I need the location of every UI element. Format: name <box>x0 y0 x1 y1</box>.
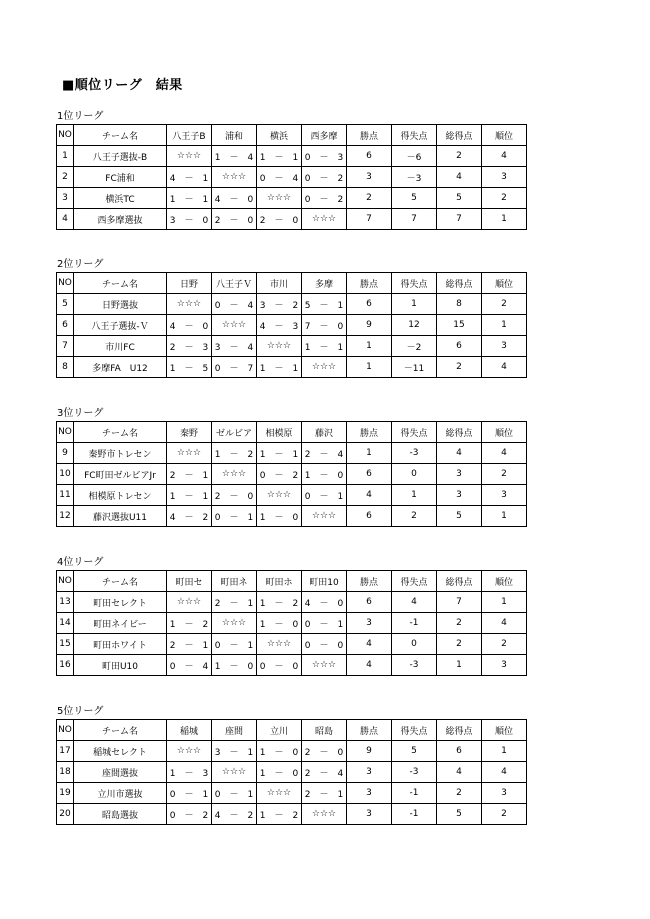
table-cell: 0 － 2 <box>257 464 302 485</box>
header-cell: 藤沢 <box>302 422 347 443</box>
table-cell: 0 <box>392 464 437 485</box>
table-row <box>57 336 527 357</box>
table-cell: 1 － 1 <box>257 146 302 167</box>
table-cell: 3 <box>57 188 74 209</box>
table-cell: 市川FC <box>74 336 167 357</box>
header-cell: チーム名 <box>74 720 167 741</box>
table-row <box>57 357 527 378</box>
table-cell: 14 <box>57 613 74 634</box>
table-cell: 5 <box>392 188 437 209</box>
table-cell: 町田U10 <box>74 655 167 676</box>
header-cell: NO <box>57 422 74 443</box>
table-row <box>57 655 527 676</box>
table-cell: 1 － 1 <box>167 485 212 506</box>
table-cell: 2 － 0 <box>257 209 302 230</box>
table-cell: 1 <box>482 315 527 336</box>
table-cell: ☆☆☆ <box>302 506 347 527</box>
table-cell: 7 <box>57 336 74 357</box>
table-cell: 2 <box>482 634 527 655</box>
league-label: 3位リーグ <box>57 408 104 419</box>
table-cell: 2 － 0 <box>212 209 257 230</box>
table-cell: 1 <box>392 485 437 506</box>
table-cell: 1 － 1 <box>257 443 302 464</box>
league-label: 1位リーグ <box>57 111 104 122</box>
table-cell: 2 <box>57 167 74 188</box>
header-cell: 順位 <box>482 422 527 443</box>
table-cell: 3 <box>437 464 482 485</box>
header-cell: 順位 <box>482 720 527 741</box>
table-cell: 藤沢選抜U11 <box>74 506 167 527</box>
table-header-row <box>57 125 527 146</box>
table-cell: 1 － 0 <box>257 506 302 527</box>
table-cell: 0 － 4 <box>212 294 257 315</box>
header-cell: 町田ネ <box>212 571 257 592</box>
table-cell: ☆☆☆ <box>167 741 212 762</box>
header-cell: 浦和 <box>212 125 257 146</box>
table-cell: -3 <box>392 762 437 783</box>
table-cell: 9 <box>347 315 392 336</box>
table-cell: 1 － 2 <box>257 592 302 613</box>
table-cell: 立川市選抜 <box>74 783 167 804</box>
header-cell: 得失点 <box>392 125 437 146</box>
header-cell: 得失点 <box>392 571 437 592</box>
table-cell: 4 － 3 <box>257 315 302 336</box>
league-label: 5位リーグ <box>57 706 104 717</box>
table-cell: 2 <box>482 188 527 209</box>
table-row <box>57 613 527 634</box>
table-cell: 3 － 0 <box>167 209 212 230</box>
table-cell: 3 － 2 <box>257 294 302 315</box>
table-cell: 18 <box>57 762 74 783</box>
table-cell: 0 － 1 <box>302 613 347 634</box>
table-cell: 1 － 0 <box>257 762 302 783</box>
table-cell: ☆☆☆ <box>257 783 302 804</box>
table-cell: 1 <box>347 357 392 378</box>
table-row <box>57 464 527 485</box>
table-cell: 3 <box>482 167 527 188</box>
table-row <box>57 506 527 527</box>
table-header-row <box>57 571 527 592</box>
table-cell: FC浦和 <box>74 167 167 188</box>
header-cell: 町田セ <box>167 571 212 592</box>
table-cell: 1 <box>347 336 392 357</box>
table-cell: 1 － 2 <box>212 443 257 464</box>
table-cell: 1 － 1 <box>257 357 302 378</box>
header-cell: 順位 <box>482 125 527 146</box>
table-row <box>57 783 527 804</box>
table-cell: 7 <box>347 209 392 230</box>
table-cell: 4 － 2 <box>212 804 257 825</box>
table-cell: 7 <box>392 209 437 230</box>
league-table <box>56 570 527 676</box>
table-cell: 0 － 1 <box>212 506 257 527</box>
table-cell: 相模原トレセン <box>74 485 167 506</box>
table-cell: 5 <box>437 188 482 209</box>
header-cell: 得失点 <box>392 422 437 443</box>
header-cell: 横浜 <box>257 125 302 146</box>
table-cell: 13 <box>57 592 74 613</box>
header-cell: 西多摩 <box>302 125 347 146</box>
table-cell: 5 － 1 <box>302 294 347 315</box>
header-cell: 得失点 <box>392 720 437 741</box>
table-cell: -1 <box>392 804 437 825</box>
table-row <box>57 804 527 825</box>
table-cell: 4 <box>437 762 482 783</box>
table-header-row <box>57 720 527 741</box>
header-cell: チーム名 <box>74 422 167 443</box>
table-cell: 6 <box>437 741 482 762</box>
table-cell: 2 <box>437 146 482 167</box>
table-cell: 12 <box>57 506 74 527</box>
table-cell: 八王子選抜-Ｖ <box>74 315 167 336</box>
header-cell: NO <box>57 125 74 146</box>
table-cell: 4 <box>347 485 392 506</box>
table-cell: 0 － 4 <box>167 655 212 676</box>
header-cell: 総得点 <box>437 571 482 592</box>
header-cell: 勝点 <box>347 720 392 741</box>
table-row <box>57 188 527 209</box>
header-cell: 相模原 <box>257 422 302 443</box>
header-cell: 総得点 <box>437 422 482 443</box>
table-cell: 2 <box>482 294 527 315</box>
table-cell: 1 <box>482 592 527 613</box>
table-row <box>57 167 527 188</box>
table-cell: 1 － 5 <box>167 357 212 378</box>
table-cell: 4 <box>347 634 392 655</box>
header-cell: 勝点 <box>347 125 392 146</box>
header-cell: 勝点 <box>347 273 392 294</box>
table-cell: ☆☆☆ <box>212 315 257 336</box>
table-cell: ☆☆☆ <box>257 485 302 506</box>
header-cell: NO <box>57 720 74 741</box>
table-row <box>57 762 527 783</box>
header-cell: チーム名 <box>74 571 167 592</box>
table-cell: 0 <box>392 634 437 655</box>
table-cell: －3 <box>392 167 437 188</box>
header-cell: 勝点 <box>347 422 392 443</box>
table-cell: 4 <box>437 443 482 464</box>
table-cell: ☆☆☆ <box>167 146 212 167</box>
header-cell: 稲城 <box>167 720 212 741</box>
header-cell: 市川 <box>257 273 302 294</box>
table-cell: 西多摩選抜 <box>74 209 167 230</box>
table-cell: ☆☆☆ <box>212 464 257 485</box>
table-cell: 3 <box>347 167 392 188</box>
table-cell: 7 <box>437 209 482 230</box>
table-cell: ☆☆☆ <box>257 188 302 209</box>
table-cell: ☆☆☆ <box>302 655 347 676</box>
table-cell: 八王子選抜-B <box>74 146 167 167</box>
table-cell: 1 － 2 <box>257 804 302 825</box>
table-cell: 2 <box>437 357 482 378</box>
league-label: 4位リーグ <box>57 557 104 568</box>
table-cell: 町田ホワイト <box>74 634 167 655</box>
table-cell: ☆☆☆ <box>167 443 212 464</box>
table-cell: 3 － 1 <box>212 741 257 762</box>
table-cell: 2 <box>482 804 527 825</box>
header-cell: 総得点 <box>437 720 482 741</box>
table-cell: 1 － 1 <box>167 188 212 209</box>
header-cell: 順位 <box>482 571 527 592</box>
table-cell: 0 － 2 <box>302 188 347 209</box>
table-cell: 1 <box>347 443 392 464</box>
table-cell: 2 <box>347 188 392 209</box>
table-cell: 2 － 0 <box>302 741 347 762</box>
table-cell: 3 <box>482 655 527 676</box>
table-cell: 9 <box>57 443 74 464</box>
table-cell: 1 － 2 <box>167 613 212 634</box>
table-cell: 9 <box>347 741 392 762</box>
table-cell: 1 <box>482 741 527 762</box>
league-table <box>56 124 527 230</box>
table-cell: 2 <box>392 506 437 527</box>
table-cell: 6 <box>347 592 392 613</box>
header-cell: 日野 <box>167 273 212 294</box>
table-cell: 2 <box>437 613 482 634</box>
page-title: ■順位リーグ 結果 <box>62 78 183 93</box>
table-cell: 3 <box>347 762 392 783</box>
table-cell: 1 － 0 <box>257 613 302 634</box>
table-cell: 昭島選抜 <box>74 804 167 825</box>
table-cell: 多摩FA U12 <box>74 357 167 378</box>
table-cell: 3 <box>347 783 392 804</box>
table-cell: 4 <box>482 443 527 464</box>
table-cell: 4 － 0 <box>212 188 257 209</box>
table-cell: 0 － 3 <box>302 146 347 167</box>
header-cell: チーム名 <box>74 273 167 294</box>
table-cell: 0 － 2 <box>167 804 212 825</box>
table-cell: 15 <box>57 634 74 655</box>
table-cell: 1 － 1 <box>302 336 347 357</box>
table-cell: 1 <box>57 146 74 167</box>
table-cell: 町田ネイビー <box>74 613 167 634</box>
table-cell: 日野選抜 <box>74 294 167 315</box>
table-cell: 1 <box>482 506 527 527</box>
header-cell: 昭島 <box>302 720 347 741</box>
table-cell: 4 <box>347 655 392 676</box>
table-cell: 座間選抜 <box>74 762 167 783</box>
table-cell: 15 <box>437 315 482 336</box>
table-cell: 0 － 4 <box>257 167 302 188</box>
league-table <box>56 272 527 378</box>
table-cell: 4 <box>482 146 527 167</box>
table-cell: 0 － 1 <box>302 485 347 506</box>
table-cell: 1 <box>437 655 482 676</box>
table-cell: 4 <box>482 762 527 783</box>
table-cell: ☆☆☆ <box>257 336 302 357</box>
header-cell: 順位 <box>482 273 527 294</box>
table-cell: 0 － 0 <box>257 655 302 676</box>
table-header-row <box>57 422 527 443</box>
table-cell: ☆☆☆ <box>167 592 212 613</box>
table-cell: FC町田ゼルビアJr <box>74 464 167 485</box>
header-cell: 町田10 <box>302 571 347 592</box>
table-cell: 1 <box>392 294 437 315</box>
table-cell: 2 － 1 <box>302 783 347 804</box>
table-cell: 0 － 2 <box>302 167 347 188</box>
table-cell: 3 <box>347 804 392 825</box>
table-cell: 17 <box>57 741 74 762</box>
table-cell: 0 － 0 <box>302 634 347 655</box>
table-row <box>57 485 527 506</box>
table-cell: 2 － 4 <box>302 762 347 783</box>
table-cell: 11 <box>57 485 74 506</box>
table-cell: 町田セレクト <box>74 592 167 613</box>
table-cell: 5 <box>392 741 437 762</box>
header-cell: 八王子B <box>167 125 212 146</box>
table-cell: 2 <box>437 634 482 655</box>
table-row <box>57 294 527 315</box>
table-row <box>57 209 527 230</box>
table-cell: 4 <box>392 592 437 613</box>
table-cell: －2 <box>392 336 437 357</box>
league-label: 2位リーグ <box>57 259 104 270</box>
table-cell: 秦野市トレセン <box>74 443 167 464</box>
table-cell: 1 － 0 <box>257 741 302 762</box>
table-cell: 4 <box>482 357 527 378</box>
header-cell: 得失点 <box>392 273 437 294</box>
table-cell: 4 － 1 <box>167 167 212 188</box>
table-cell: 稲城セレクト <box>74 741 167 762</box>
table-row <box>57 592 527 613</box>
table-cell: ☆☆☆ <box>167 294 212 315</box>
table-cell: 3 <box>482 336 527 357</box>
table-cell: 20 <box>57 804 74 825</box>
table-cell: 2 － 1 <box>167 634 212 655</box>
table-cell: 3 － 4 <box>212 336 257 357</box>
header-cell: 勝点 <box>347 571 392 592</box>
league-table <box>56 719 527 825</box>
table-cell: 6 <box>347 294 392 315</box>
table-cell: -1 <box>392 783 437 804</box>
table-cell: -3 <box>392 443 437 464</box>
table-cell: ☆☆☆ <box>212 613 257 634</box>
table-cell: 2 － 3 <box>167 336 212 357</box>
table-cell: 2 <box>482 464 527 485</box>
league-table <box>56 421 527 527</box>
table-cell: －6 <box>392 146 437 167</box>
header-cell: 総得点 <box>437 273 482 294</box>
table-cell: 4 <box>482 613 527 634</box>
table-cell: 4 － 0 <box>167 315 212 336</box>
header-cell: 総得点 <box>437 125 482 146</box>
table-cell: 3 <box>482 783 527 804</box>
table-cell: 4 － 2 <box>167 506 212 527</box>
header-cell: 町田ホ <box>257 571 302 592</box>
table-cell: 6 <box>437 336 482 357</box>
header-cell: チーム名 <box>74 125 167 146</box>
table-cell: ☆☆☆ <box>302 804 347 825</box>
table-cell: 3 <box>437 485 482 506</box>
header-cell: 立川 <box>257 720 302 741</box>
table-cell: 19 <box>57 783 74 804</box>
table-cell: 16 <box>57 655 74 676</box>
table-cell: 2 － 0 <box>212 485 257 506</box>
table-cell: 8 <box>57 357 74 378</box>
table-cell: 1 － 0 <box>302 464 347 485</box>
table-row <box>57 443 527 464</box>
table-cell: 12 <box>392 315 437 336</box>
header-cell: ゼルビア <box>212 422 257 443</box>
table-cell: 4 <box>57 209 74 230</box>
table-cell: -3 <box>392 655 437 676</box>
table-cell: ☆☆☆ <box>212 167 257 188</box>
table-cell: -1 <box>392 613 437 634</box>
table-cell: 3 <box>347 613 392 634</box>
table-cell: 3 <box>482 485 527 506</box>
table-cell: 0 － 1 <box>212 783 257 804</box>
table-row <box>57 634 527 655</box>
table-cell: 1 － 0 <box>212 655 257 676</box>
table-cell: 0 － 1 <box>212 634 257 655</box>
table-cell: 6 <box>57 315 74 336</box>
header-cell: NO <box>57 273 74 294</box>
table-cell: 4 <box>437 167 482 188</box>
table-cell: 1 － 4 <box>212 146 257 167</box>
table-cell: 7 <box>437 592 482 613</box>
table-cell: 2 <box>437 783 482 804</box>
table-cell: 5 <box>57 294 74 315</box>
table-cell: 横浜TC <box>74 188 167 209</box>
header-cell: NO <box>57 571 74 592</box>
table-cell: 1 <box>482 209 527 230</box>
table-cell: 10 <box>57 464 74 485</box>
table-cell: 5 <box>437 506 482 527</box>
table-cell: 2 － 4 <box>302 443 347 464</box>
table-cell: 5 <box>437 804 482 825</box>
table-cell: 2 － 1 <box>212 592 257 613</box>
table-cell: 0 － 1 <box>167 783 212 804</box>
table-cell: 7 － 0 <box>302 315 347 336</box>
header-cell: 座間 <box>212 720 257 741</box>
table-cell: 6 <box>347 464 392 485</box>
table-row <box>57 741 527 762</box>
table-row <box>57 146 527 167</box>
table-cell: 1 － 3 <box>167 762 212 783</box>
table-cell: －11 <box>392 357 437 378</box>
table-cell: 6 <box>347 146 392 167</box>
header-cell: 秦野 <box>167 422 212 443</box>
table-cell: ☆☆☆ <box>302 357 347 378</box>
table-cell: 4 － 0 <box>302 592 347 613</box>
table-cell: 2 － 1 <box>167 464 212 485</box>
header-cell: 八王子Ｖ <box>212 273 257 294</box>
table-cell: ☆☆☆ <box>257 634 302 655</box>
table-cell: ☆☆☆ <box>302 209 347 230</box>
table-header-row <box>57 273 527 294</box>
header-cell: 多摩 <box>302 273 347 294</box>
table-cell: 6 <box>347 506 392 527</box>
table-cell: 0 － 7 <box>212 357 257 378</box>
table-cell: ☆☆☆ <box>212 762 257 783</box>
table-cell: 8 <box>437 294 482 315</box>
table-row <box>57 315 527 336</box>
